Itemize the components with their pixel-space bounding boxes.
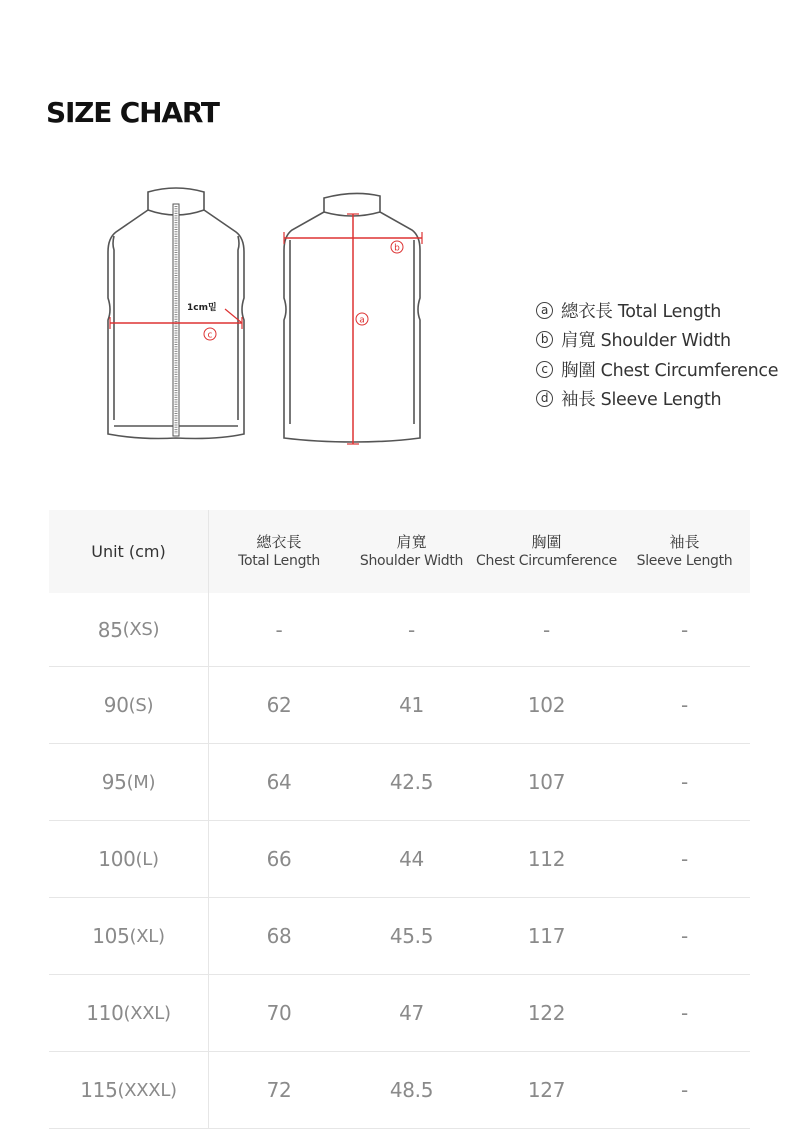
chest-circumference-value: 102 xyxy=(527,693,566,717)
size-code: (XXXL) xyxy=(117,1079,177,1101)
chest-circumference-value: 112 xyxy=(527,847,566,871)
size-label xyxy=(49,1052,209,1128)
size-number: 85 xyxy=(97,617,123,642)
legend-label: 袖長 Sleeve Length xyxy=(561,390,722,411)
column-header-shoulder-width: 肩寬 Shoulder Width xyxy=(359,532,464,570)
table-row xyxy=(49,898,750,975)
size-number: 115 xyxy=(80,1078,118,1102)
size-code: (XL) xyxy=(129,925,165,947)
shoulder-width-value: 42.5 xyxy=(389,770,434,794)
table-row xyxy=(49,744,750,821)
size-number: 100 xyxy=(98,847,136,871)
chest-circumference-value: 122 xyxy=(527,1001,566,1025)
size-label xyxy=(49,821,209,897)
vest-back-drawing xyxy=(284,193,420,442)
total-length-value: 70 xyxy=(266,1001,292,1025)
front-marker-label: 1cm밑 xyxy=(187,303,217,313)
shoulder-width-value: - xyxy=(408,617,415,642)
table-row xyxy=(49,975,750,1052)
column-header-chest-circumference: 胸圍 Chest Circumference xyxy=(476,532,617,570)
size-code: (S) xyxy=(128,694,154,716)
table-row xyxy=(49,667,750,744)
chest-circumference-value: 127 xyxy=(527,1078,566,1102)
shoulder-width-value: 47 xyxy=(399,1001,424,1025)
size-table xyxy=(49,510,750,1129)
size-label xyxy=(49,593,209,666)
size-code: (XXL) xyxy=(123,1002,171,1024)
column-header-sleeve-length: 袖長 Sleeve Length xyxy=(636,532,733,570)
sleeve-length-value: - xyxy=(681,693,688,717)
chest-circumference-value: 117 xyxy=(527,924,566,948)
size-number: 110 xyxy=(86,1001,124,1025)
sleeve-length-value: - xyxy=(681,847,688,871)
page-title: SIZE CHART xyxy=(46,96,219,129)
size-number: 90 xyxy=(103,693,129,717)
total-length-value: 62 xyxy=(266,693,292,717)
column-header-total-length: 總衣長 Total Length xyxy=(238,532,320,570)
size-label xyxy=(49,975,209,1051)
total-length-value: 72 xyxy=(266,1078,292,1102)
total-length-value: - xyxy=(275,617,283,642)
legend-mark-a: a xyxy=(536,302,553,319)
legend-label: 總衣長 Total Length xyxy=(561,302,722,323)
size-number: 95 xyxy=(101,770,127,794)
vest-front-drawing xyxy=(108,188,244,439)
svg-text:c: c xyxy=(207,330,213,341)
size-code: (L) xyxy=(135,848,159,870)
legend-label: 胸圍 Chest Circumference xyxy=(561,360,779,381)
size-label xyxy=(49,898,209,974)
sleeve-length-value: - xyxy=(681,1078,688,1102)
total-length-value: 68 xyxy=(266,924,292,948)
legend-mark-b: b xyxy=(536,331,553,348)
legend-mark-d: d xyxy=(536,390,553,407)
table-header-row xyxy=(49,510,750,593)
size-label xyxy=(49,667,209,743)
label-b-badge xyxy=(391,241,403,254)
table-row xyxy=(49,593,750,667)
sleeve-length-value: - xyxy=(681,617,688,642)
unit-header: Unit (cm) xyxy=(49,510,209,593)
legend-item-chest-circumference xyxy=(536,355,778,384)
size-number: 105 xyxy=(92,924,130,948)
shoulder-width-value: 48.5 xyxy=(389,1078,434,1102)
legend-label: 肩寬 Shoulder Width xyxy=(561,331,731,352)
legend-item-sleeve-length xyxy=(536,384,778,413)
vest-diagram xyxy=(100,180,440,452)
svg-text:a: a xyxy=(359,315,365,326)
sleeve-length-value: - xyxy=(681,924,688,948)
chest-circumference-value: - xyxy=(543,617,550,642)
table-row xyxy=(49,821,750,898)
table-row xyxy=(49,1052,750,1129)
table-body xyxy=(49,593,750,1129)
measurement-legend xyxy=(536,296,778,413)
size-code: (M) xyxy=(126,771,156,793)
svg-text:b: b xyxy=(394,243,400,254)
label-a-badge xyxy=(356,313,368,326)
total-length-value: 64 xyxy=(266,770,292,794)
size-code: (XS) xyxy=(122,619,160,640)
sleeve-length-value: - xyxy=(681,770,688,794)
label-c-badge xyxy=(204,328,216,341)
shoulder-width-value: 41 xyxy=(399,693,424,717)
shoulder-width-value: 45.5 xyxy=(389,924,434,948)
sleeve-length-value: - xyxy=(681,1001,688,1025)
legend-mark-c: c xyxy=(536,361,553,378)
legend-item-total-length xyxy=(536,296,778,325)
legend-item-shoulder-width xyxy=(536,325,778,354)
shoulder-width-value: 44 xyxy=(399,847,424,871)
total-length-value: 66 xyxy=(266,847,292,871)
chest-circumference-value: 107 xyxy=(527,770,566,794)
size-label xyxy=(49,744,209,820)
